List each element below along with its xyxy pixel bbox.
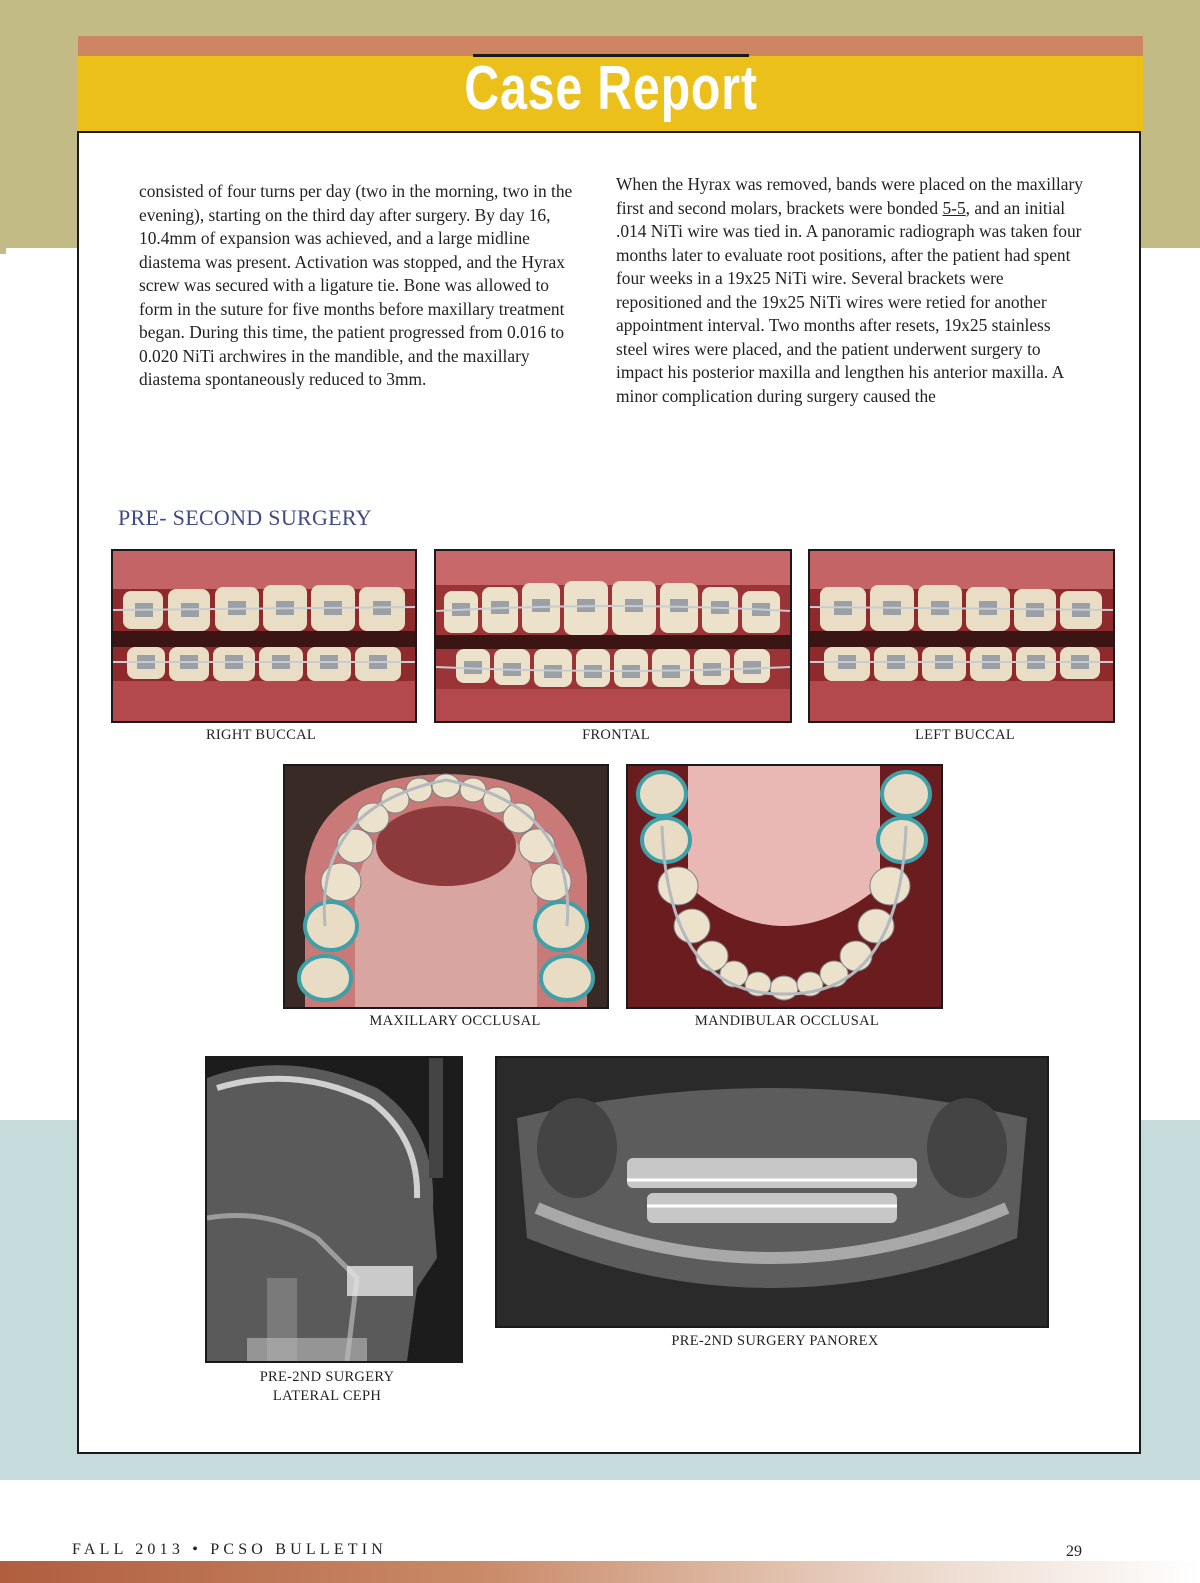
footer-publication: FALL 2013 • PCSO BULLETIN bbox=[72, 1541, 388, 1558]
right-column-text-start: When the Hyrax was removed, bands were placed on the maxillary first and second molars, brackets were bonded bbox=[616, 174, 1083, 218]
right-column bbox=[616, 173, 1086, 408]
left-column bbox=[139, 180, 579, 392]
right-buccal-photo bbox=[111, 549, 417, 723]
top-background-notch bbox=[0, 248, 6, 254]
caption-lateral-ceph-line1: PRE-2ND SURGERY bbox=[259, 1369, 395, 1385]
caption-lateral-ceph-line2: LATERAL CEPH bbox=[272, 1388, 382, 1404]
caption-mandibular-occlusal: MANDIBULAR OCCLUSAL bbox=[694, 1013, 880, 1029]
panorex-xray bbox=[495, 1056, 1049, 1328]
mandibular-occlusal-photo bbox=[626, 764, 943, 1009]
left-buccal-photo bbox=[808, 549, 1115, 723]
caption-maxillary-occlusal: MAXILLARY OCCLUSAL bbox=[369, 1013, 541, 1029]
section-title: PRE- SECOND SURGERY bbox=[118, 505, 372, 530]
maxillary-occlusal-photo bbox=[283, 764, 609, 1009]
left-column-text: consisted of four turns per day (two in the morning, two in the evening), starting on the third day after surgery. By day 16, 10.4mm of expansion was achieved, and a large midline diastema was present. Activation was stopped, and the Hyrax screw was secured with a ligature tie. Bone was allowed to form in the suture for five months before maxillary treatment began. During this time, the patient progressed from 0.016 to 0.020 NiTi archwires in the mandible, and the maxillary diastema spontaneously reduced to 3mm. bbox=[139, 181, 573, 389]
lateral-ceph-xray bbox=[205, 1056, 463, 1363]
caption-right-buccal: RIGHT BUCCAL bbox=[205, 727, 317, 743]
page-number: 29 bbox=[1066, 1543, 1082, 1560]
caption-panorex: PRE-2ND SURGERY PANOREX bbox=[671, 1333, 879, 1349]
right-column-text bbox=[616, 173, 1086, 408]
caption-lateral-ceph bbox=[205, 1368, 449, 1406]
tooth-range-link[interactable]: 5-5 bbox=[942, 197, 966, 218]
page-title: Case Report bbox=[464, 54, 758, 123]
caption-frontal: FRONTAL bbox=[582, 727, 650, 743]
footer-bar bbox=[0, 1561, 1200, 1583]
caption-left-buccal: LEFT BUCCAL bbox=[914, 727, 1016, 743]
frontal-photo bbox=[434, 549, 792, 723]
right-column-text-end: , and an initial .014 NiTi wire was tied in. A panoramic radiograph was taken four months later to evaluate root positions, after the patient had spent four weeks in a 19x25 NiTi wire. Several brackets were repositioned and the 19x25 NiTi wires were retied for another appointment interval. Two months after resets, 19x25 stainless steel wires were placed, and the patient underwent surgery to impact his posterior maxilla and lengthen his anterior maxilla. A minor complication during surgery caused the bbox=[616, 197, 1082, 406]
